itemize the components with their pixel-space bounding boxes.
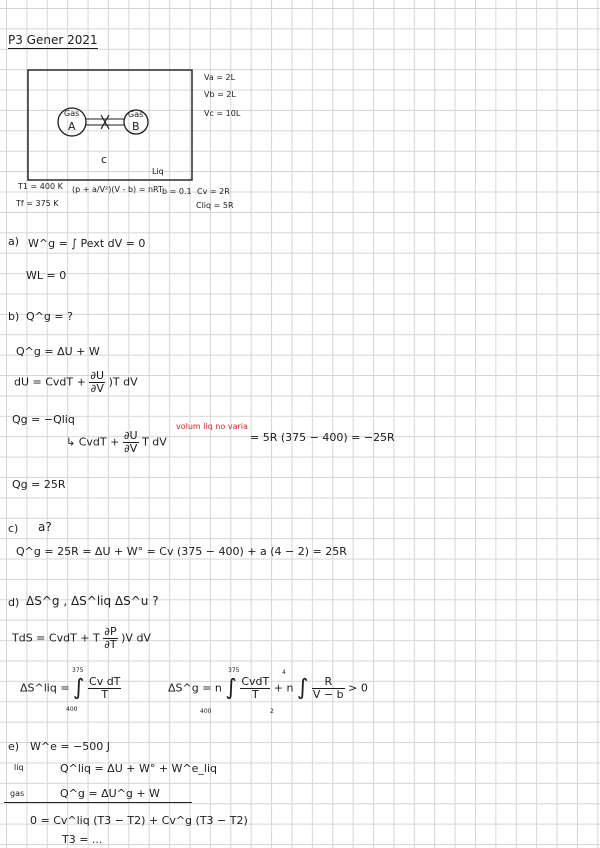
- liq-result: = 5R (375 − 400) = −25R: [250, 431, 395, 444]
- du-fraction: [89, 370, 105, 395]
- part-a-eq1: W^g = ∫ Pext dV = 0: [28, 237, 146, 250]
- part-b-qg: Qg = −Qliq: [12, 413, 75, 426]
- given-tf: Tf = 375 K: [16, 199, 59, 208]
- du-num: ∂U: [90, 369, 105, 382]
- part-b-label: b): [8, 310, 20, 323]
- part-b-answer: Qg = 25R: [12, 478, 66, 491]
- dsg-upper-limit: 375: [228, 667, 240, 674]
- tds-rhs: )V dV: [121, 631, 151, 645]
- dsg-lower-limit: 400: [200, 708, 212, 715]
- liq-rhs: T dV: [142, 435, 167, 449]
- bulb-b-label: B: [132, 120, 140, 133]
- given-vb: Vb = 2L: [204, 90, 236, 99]
- integral-icon: ∫: [73, 675, 85, 701]
- liq-note: volum liq no varia: [176, 422, 248, 431]
- part-b-du-eq: [14, 370, 138, 395]
- dsg-fraction: [240, 676, 270, 701]
- bulb-a-content: Gas: [64, 109, 80, 118]
- divider-line: [4, 802, 192, 803]
- liq-lhs: ↳ CvdT +: [66, 435, 120, 449]
- page-title: P3 Gener 2021: [8, 34, 98, 49]
- dsliq-upper-limit: 375: [72, 667, 84, 674]
- dsliq-num: Cv dT: [89, 675, 121, 688]
- given-va: Va = 2L: [204, 73, 236, 82]
- part-b-first-law: Q^g = ΔU + W: [16, 345, 100, 358]
- given-vc: Vc = 10L: [204, 109, 241, 118]
- bulb-a-label: A: [68, 120, 76, 133]
- part-e-balance: 0 = Cv^liq (T3 − T2) + Cv^g (T3 − T2): [30, 814, 248, 827]
- given-eos: (p + a/V²)(V - b) = nRT: [72, 185, 163, 194]
- liq-den: ∂V: [124, 442, 138, 456]
- du-rhs: )T dV: [108, 375, 138, 389]
- integral-icon: ∫: [296, 675, 309, 701]
- tds-fraction: [103, 626, 117, 651]
- dsg-den2: V − b: [312, 688, 344, 702]
- dsg-den: T: [251, 688, 259, 702]
- part-d-dsg-eq: [168, 676, 368, 701]
- dsg-lower-limit-2: 2: [270, 708, 274, 715]
- part-e-gas-tag: gas: [10, 789, 25, 798]
- integral-icon: ∫: [225, 675, 237, 701]
- dsg-mid: + n: [273, 681, 294, 695]
- dsliq-fraction: [88, 676, 121, 701]
- liquid-label: Liq: [152, 167, 164, 176]
- liq-num: ∂U: [123, 429, 138, 442]
- liq-fraction: [123, 430, 139, 455]
- part-b-liq-eq: [66, 430, 167, 455]
- part-e-label: e): [8, 740, 20, 753]
- given-cliq: Cliq = 5R: [196, 201, 234, 210]
- part-d-question: ΔS^g , ΔS^liq ΔS^u ?: [26, 594, 159, 608]
- part-d-dsliq-eq: [20, 676, 121, 701]
- part-c-eq: Q^g = 25R = ΔU + W° = Cv (375 − 400) + a (4 − 2) = 25R: [16, 545, 347, 558]
- tds-den: ∂T: [104, 638, 117, 652]
- part-d-label: d): [8, 596, 20, 609]
- du-lhs: dU = CvdT +: [14, 375, 86, 389]
- tds-lhs: TdS = CvdT + T: [12, 631, 100, 645]
- given-b: b = 0.1: [162, 187, 192, 196]
- part-a-eq2: WL = 0: [26, 269, 67, 282]
- dsg-tail: > 0: [348, 681, 368, 695]
- part-e-liq-eq: Q^liq = ΔU + W° + W^e_liq: [60, 762, 218, 775]
- part-b-question: Q^g = ?: [26, 310, 73, 323]
- part-e-t3: T3 = ...: [62, 833, 103, 846]
- dsliq-den: T: [101, 688, 109, 702]
- part-d-tds-eq: [12, 626, 151, 651]
- dsg-num: CvdT: [241, 675, 270, 688]
- bath-label: c: [101, 153, 108, 166]
- dsg-num2: R: [312, 676, 345, 689]
- part-a-label: a): [8, 235, 20, 248]
- dsliq-lower-limit: 400: [66, 706, 78, 713]
- part-e-gas-eq: Q^g = ΔU^g + W: [60, 787, 160, 800]
- given-cv: Cv = 2R: [197, 187, 230, 196]
- bulb-b-content: Gas: [128, 110, 144, 119]
- dsg-upper-limit-2: 4: [282, 669, 286, 676]
- part-c-question: a?: [38, 520, 52, 534]
- part-e-given: W^e = −500 J: [30, 740, 111, 753]
- dsg-lhs: ΔS^g = n: [168, 681, 222, 695]
- part-e-liq-tag: liq: [14, 763, 24, 772]
- given-t1: T1 = 400 K: [18, 182, 63, 191]
- du-den: ∂V: [90, 382, 104, 396]
- dsliq-lhs: ΔS^liq =: [20, 681, 70, 695]
- part-c-label: c): [8, 522, 19, 535]
- tds-num: ∂P: [104, 625, 117, 638]
- dsg-fraction-2: [312, 676, 345, 701]
